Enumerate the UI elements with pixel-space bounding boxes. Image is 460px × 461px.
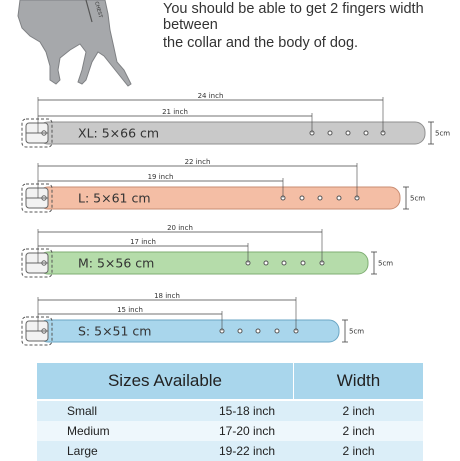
cell-range: 17-20 inch [218, 424, 276, 438]
header-sizes-available: Sizes Available [107, 371, 223, 390]
header-width: Width [336, 371, 381, 390]
total-length-label: 18 inch [154, 292, 180, 300]
total-length-label: 22 inch [184, 158, 211, 166]
collar-hole [275, 329, 279, 333]
inner-length-label: 15 inch [117, 306, 143, 314]
collar-size-label: L: 5×61 cm [78, 190, 151, 206]
size-table [37, 363, 423, 460]
collar-width-label: 5cm [349, 327, 365, 336]
cell-size: Small [67, 404, 98, 418]
inner-length-label: 19 inch [147, 173, 174, 181]
total-length-label: 20 inch [167, 224, 193, 232]
table-row [37, 441, 423, 461]
cell-size: Large [67, 444, 98, 458]
table-header [37, 363, 423, 399]
collar-hole [300, 196, 304, 200]
collar-hole [282, 261, 286, 265]
fit-note-line2: the collar and the body of dog. [163, 35, 359, 51]
chest-label: CHEST [93, 0, 104, 19]
collar-size-label: M: 5×56 cm [78, 255, 155, 271]
cell-range: 15-18 inch [218, 404, 276, 418]
collar-hole [256, 329, 260, 333]
cell-width: 2 inch [342, 444, 375, 458]
collar-hole [318, 196, 322, 200]
collar-size-label: S: 5×51 cm [78, 323, 152, 339]
cell-size: Medium [67, 424, 110, 438]
collar-width-label: 5cm [410, 194, 426, 203]
table-row [37, 401, 423, 421]
collar-hole [328, 131, 332, 135]
inner-length-label: 17 inch [130, 238, 156, 246]
inner-length-label: 21 inch [162, 108, 188, 116]
collar-size-label: XL: 5×66 cm [78, 125, 160, 141]
collar-width-label: 5cm [435, 129, 451, 138]
cell-range: 19-22 inch [218, 444, 276, 458]
collar-hole [364, 131, 368, 135]
collar-width-label: 5cm [378, 259, 394, 268]
cell-width: 2 inch [342, 404, 375, 418]
fit-note-line1: You should be able to get 2 fingers width between [163, 1, 424, 33]
table-row [37, 421, 423, 441]
total-length-label: 24 inch [197, 92, 224, 100]
collar-hole [301, 261, 305, 265]
collar-hole [238, 329, 242, 333]
collar-hole [264, 261, 268, 265]
collar-hole [346, 131, 350, 135]
cell-width: 2 inch [342, 424, 375, 438]
collar-hole [337, 196, 341, 200]
